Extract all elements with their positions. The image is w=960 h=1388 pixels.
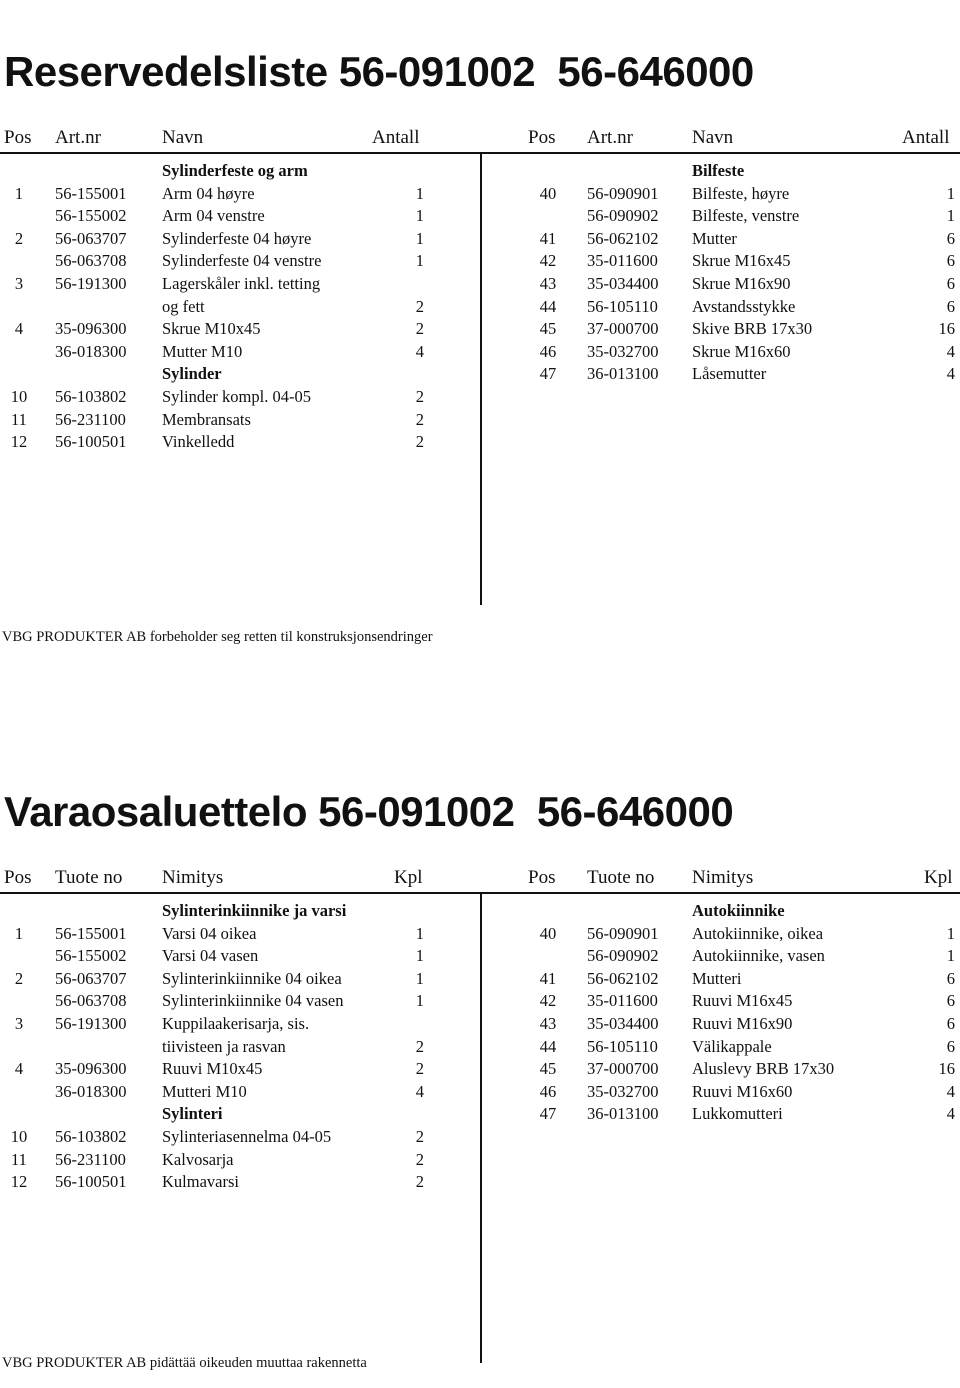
table-row — [0, 1104, 960, 1126]
qty-cell: 1 — [946, 206, 955, 226]
pos-cell: 47 — [539, 364, 557, 384]
name-cell: Ruuvi M16x60 — [692, 1081, 793, 1101]
name-cell: Mutteri M10 — [162, 1081, 247, 1101]
qty-cell: 1 — [946, 183, 955, 203]
name-cell: Sylinteriasennelma 04-05 — [162, 1127, 332, 1146]
qty-cell: 1 — [946, 923, 955, 943]
header-name-left: Navn — [162, 127, 204, 148]
qty-cell: 2 — [415, 1036, 424, 1056]
qty-cell: 6 — [946, 1036, 955, 1056]
art-no-cell: 35-011600 — [587, 251, 658, 271]
name-cell: Ruuvi M10x45 — [162, 1059, 263, 1079]
art-no-cell: 56-103802 — [55, 387, 127, 406]
art-no-cell: 56-062102 — [587, 228, 659, 248]
pos-cell: 42 — [539, 991, 557, 1011]
pos-cell: 1 — [14, 183, 24, 203]
art-no-cell: 56-063707 — [55, 228, 127, 248]
qty-cell: 4 — [946, 1081, 955, 1101]
table-row — [0, 1059, 960, 1081]
qty-cell: 2 — [415, 387, 424, 406]
name-cell: Mutter M10 — [162, 341, 243, 361]
qty-cell: 4 — [946, 1104, 955, 1124]
art-no-cell: 56-105110 — [587, 296, 658, 316]
art-no-cell: 35-034400 — [587, 274, 659, 293]
pos-cell: 43 — [539, 274, 557, 293]
table-row — [0, 1172, 960, 1194]
name-cell: Ruuvi M16x90 — [692, 1014, 793, 1033]
art-no-cell: 56-100501 — [55, 432, 127, 452]
art-no-cell: 56-062102 — [587, 968, 659, 988]
qty-cell: 6 — [946, 251, 955, 271]
table-row — [0, 319, 960, 341]
header-qty-right: Kpl — [924, 867, 953, 888]
table-row — [0, 1150, 960, 1172]
qty-cell: 4 — [946, 341, 955, 361]
qty-cell: 6 — [946, 968, 955, 988]
table-row — [0, 229, 960, 251]
header-qty-left: Antall — [372, 127, 420, 148]
pos-cell: 10 — [10, 1127, 28, 1146]
pos-cell: 1 — [14, 923, 24, 943]
group-heading-row — [0, 901, 960, 923]
qty-cell: 1 — [415, 946, 424, 966]
art-no-cell: 36-018300 — [55, 1081, 127, 1101]
table-row — [0, 342, 960, 364]
name-cell: Sylinder kompl. 04-05 — [162, 387, 311, 406]
art-no-cell: 35-096300 — [55, 319, 127, 339]
pos-cell: 11 — [11, 1149, 27, 1169]
name-cell: Skrue M16x60 — [692, 341, 791, 361]
art-no-cell: 37-000700 — [587, 319, 659, 339]
table-row — [0, 410, 960, 432]
art-no-cell: 56-090902 — [587, 946, 659, 966]
qty-cell: 2 — [415, 1149, 424, 1169]
group-heading: Autokiinnike — [692, 901, 785, 920]
name-cell: Mutteri — [692, 968, 742, 988]
art-no-cell: 56-090902 — [587, 206, 659, 226]
table-row — [0, 969, 960, 991]
qty-cell: 4 — [415, 1081, 424, 1101]
pos-cell: 47 — [539, 1104, 557, 1124]
qty-cell: 16 — [938, 319, 955, 339]
pos-cell: 40 — [539, 923, 557, 943]
art-no-cell: 56-103802 — [55, 1127, 127, 1146]
qty-cell: 2 — [415, 296, 424, 316]
pos-cell: 45 — [539, 1059, 557, 1079]
pos-cell: 42 — [539, 251, 557, 271]
pos-cell: 43 — [539, 1014, 557, 1033]
name-cell: Skrue M10x45 — [162, 319, 261, 339]
art-no-cell: 56-090901 — [587, 183, 659, 203]
art-no-cell: 36-018300 — [55, 341, 127, 361]
qty-cell: 2 — [415, 432, 424, 452]
art-no-cell: 56-155002 — [55, 206, 127, 226]
table-row — [0, 364, 960, 386]
name-cell: Sylinderfeste 04 høyre — [162, 228, 312, 248]
name-cell: Lagerskåler inkl. tetting — [162, 274, 321, 293]
name-cell: Skive BRB 17x30 — [692, 319, 813, 339]
name-cell: Vinkelledd — [162, 432, 235, 452]
art-no-cell: 35-011600 — [587, 991, 658, 1011]
group-heading-row — [0, 161, 960, 183]
qty-cell: 2 — [415, 1172, 424, 1192]
qty-cell: 1 — [415, 183, 424, 203]
name-cell: Varsi 04 oikea — [162, 923, 257, 943]
pos-cell: 2 — [14, 228, 24, 248]
qty-cell: 2 — [415, 409, 424, 429]
art-no-cell: 56-231100 — [55, 1149, 126, 1169]
name-cell: Arm 04 høyre — [162, 183, 255, 203]
art-no-cell: 36-013100 — [587, 1104, 659, 1124]
art-no-cell: 56-191300 — [55, 1014, 127, 1033]
parts-list-finnish — [0, 760, 960, 1388]
table-row — [0, 924, 960, 946]
qty-cell: 6 — [946, 991, 955, 1011]
group-heading: Sylinderfeste og arm — [162, 161, 308, 180]
name-cell: Autokiinnike, vasen — [692, 946, 825, 966]
pos-cell: 40 — [539, 183, 557, 203]
art-no-cell: 56-100501 — [55, 1172, 127, 1192]
qty-cell: 4 — [415, 341, 424, 361]
pos-cell: 10 — [10, 387, 28, 406]
qty-cell: 6 — [946, 296, 955, 316]
name-cell: Bilfeste, venstre — [692, 206, 800, 226]
art-no-cell: 56-155001 — [55, 923, 127, 943]
qty-cell: 2 — [415, 1059, 424, 1079]
header-name-right: Navn — [692, 127, 734, 148]
art-no-cell: 35-096300 — [55, 1059, 127, 1079]
pos-cell: 4 — [14, 319, 24, 339]
pos-cell: 46 — [539, 341, 557, 361]
qty-cell: 1 — [415, 923, 424, 943]
name-cell: Skrue M16x90 — [692, 274, 791, 293]
name-cell: Skrue M16x45 — [692, 251, 791, 271]
name-cell: Bilfeste, høyre — [692, 183, 790, 203]
pos-cell: 44 — [539, 1036, 557, 1056]
qty-cell: 2 — [415, 1127, 424, 1146]
name-cell: Sylinterinkiinnike 04 vasen — [162, 991, 344, 1011]
pos-cell: 12 — [10, 432, 28, 452]
page-title: Reservedelsliste 56-091002 56-646000 — [4, 48, 754, 95]
pos-cell: 2 — [14, 968, 24, 988]
name-cell: Arm 04 venstre — [162, 206, 265, 226]
name-cell: Lukkomutteri — [692, 1104, 783, 1124]
header-pos-right: Pos — [528, 127, 556, 148]
table-row — [0, 432, 960, 454]
qty-cell: 1 — [415, 206, 424, 226]
name-cell: Sylinderfeste 04 venstre — [162, 251, 322, 271]
table-row — [0, 297, 960, 319]
art-no-cell: 56-090901 — [587, 923, 659, 943]
pos-cell: 12 — [10, 1172, 28, 1192]
art-no-cell: 56-063708 — [55, 991, 127, 1011]
art-no-cell: 56-155002 — [55, 946, 127, 966]
art-no-cell: 35-032700 — [587, 341, 659, 361]
group-heading: Sylinterinkiinnike ja varsi — [162, 901, 347, 920]
art-no-cell: 56-063708 — [55, 251, 127, 271]
qty-cell: 16 — [938, 1059, 955, 1079]
header-art-right: Art.nr — [587, 127, 633, 148]
qty-cell: 1 — [415, 251, 424, 271]
table-row — [0, 206, 960, 228]
art-no-cell: 36-013100 — [587, 364, 659, 384]
group-heading: Sylinder — [162, 364, 222, 384]
table-row — [0, 184, 960, 206]
page-title: Varaosaluettelo 56-091002 56-646000 — [4, 788, 734, 835]
name-cell: Kulmavarsi — [162, 1172, 239, 1192]
table-row — [0, 251, 960, 273]
group-heading: Sylinteri — [162, 1104, 223, 1124]
qty-cell: 1 — [415, 228, 424, 248]
qty-cell: 6 — [946, 274, 955, 293]
qty-cell: 4 — [946, 364, 955, 384]
header-art-left: Art.nr — [55, 127, 101, 148]
art-no-cell: 35-034400 — [587, 1014, 659, 1033]
header-pos-left: Pos — [4, 127, 32, 148]
qty-cell: 1 — [415, 968, 424, 988]
footer-note: VBG PRODUKTER AB forbeholder seg retten til konstruksjonsendringer — [2, 629, 433, 645]
pos-cell: 44 — [539, 296, 557, 316]
table-row — [0, 991, 960, 1013]
pos-cell: 46 — [539, 1081, 557, 1101]
parts-list-norwegian — [0, 0, 960, 660]
art-no-cell: 56-063707 — [55, 968, 127, 988]
art-no-cell: 56-231100 — [55, 409, 126, 429]
header-pos-left: Pos — [4, 867, 32, 888]
name-cell: tiivisteen ja rasvan — [162, 1036, 286, 1056]
name-cell: Avstandsstykke — [692, 296, 796, 316]
pos-cell: 45 — [539, 319, 557, 339]
art-no-cell: 56-155001 — [55, 183, 127, 203]
qty-cell: 1 — [415, 991, 424, 1011]
pos-cell: 3 — [14, 1014, 24, 1033]
footer-note: VBG PRODUKTER AB pidättää oikeuden muuttaa rakennetta — [2, 1355, 367, 1371]
table-row — [0, 274, 960, 296]
name-cell: Välikappale — [692, 1036, 772, 1056]
table-row — [0, 387, 960, 409]
table-row — [0, 1082, 960, 1104]
name-cell: Varsi 04 vasen — [162, 946, 259, 966]
header-name-right: Nimitys — [692, 867, 754, 888]
table-row — [0, 1127, 960, 1149]
qty-cell: 2 — [415, 319, 424, 339]
header-name-left: Nimitys — [162, 867, 224, 888]
pos-cell: 3 — [14, 274, 24, 293]
name-cell: Aluslevy BRB 17x30 — [692, 1059, 835, 1079]
name-cell: Autokiinnike, oikea — [692, 923, 824, 943]
pos-cell: 4 — [14, 1059, 24, 1079]
group-heading: Bilfeste — [692, 161, 745, 180]
table-row — [0, 1037, 960, 1059]
art-no-cell: 56-191300 — [55, 274, 127, 293]
name-cell: Sylinterinkiinnike 04 oikea — [162, 968, 342, 988]
table-row — [0, 946, 960, 968]
qty-cell: 6 — [946, 228, 955, 248]
art-no-cell: 35-032700 — [587, 1081, 659, 1101]
header-pos-right: Pos — [528, 867, 556, 888]
name-cell: Kuppilaakerisarja, sis. — [162, 1014, 310, 1033]
art-no-cell: 37-000700 — [587, 1059, 659, 1079]
name-cell: Kalvosarja — [162, 1149, 234, 1169]
pos-cell: 11 — [11, 409, 27, 429]
name-cell: Mutter — [692, 228, 737, 248]
header-art-right: Tuote no — [587, 867, 655, 888]
header-qty-right: Antall — [902, 127, 950, 148]
art-no-cell: 56-105110 — [587, 1036, 658, 1056]
header-qty-left: Kpl — [394, 867, 423, 888]
table-row — [0, 1014, 960, 1036]
name-cell: Membransats — [162, 409, 251, 429]
name-cell: Ruuvi M16x45 — [692, 991, 793, 1011]
qty-cell: 1 — [946, 946, 955, 966]
name-cell: og fett — [162, 296, 205, 316]
pos-cell: 41 — [539, 228, 557, 248]
pos-cell: 41 — [539, 968, 557, 988]
qty-cell: 6 — [946, 1014, 955, 1033]
name-cell: Låsemutter — [692, 364, 767, 384]
header-art-left: Tuote no — [55, 867, 123, 888]
